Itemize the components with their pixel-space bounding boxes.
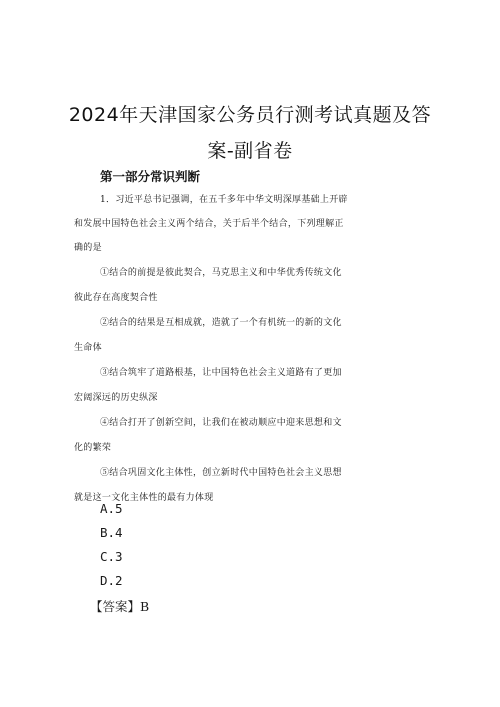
page-title-line-1: 2024年天津国家公务员行测考试真题及答 <box>68 104 432 126</box>
statement-1-line-2: 彼此存在高度契合性 <box>74 293 158 303</box>
page-title-line-2: 案-副省卷 <box>207 140 293 162</box>
option-d: D.2 <box>100 573 123 588</box>
statement-4-line-2: 化的繁荣 <box>74 443 112 453</box>
statement-2-line-2: 生命体 <box>74 343 102 353</box>
statement-5-line-1: ⑤结合巩固文化主体性，创立新时代中国特色社会主义思想 <box>100 468 342 478</box>
statement-5-line-2: 就是这一文化主体性的最有力体现 <box>74 493 214 503</box>
option-a: A.5 <box>100 501 123 516</box>
option-b: B.4 <box>100 525 123 540</box>
statement-3-line-1: ③结合筑牢了道路根基，让中国特色社会主义道路有了更加 <box>100 368 342 378</box>
statement-4-line-1: ④结合打开了创新空间，让我们在被动顺应中迎来思想和文 <box>100 418 342 428</box>
statement-3-line-2: 宏阔深远的历史纵深 <box>74 393 158 403</box>
section-heading: 第一部分常识判断 <box>100 169 201 184</box>
option-c: C.3 <box>100 549 123 564</box>
question-stem-line-2: 和发展中国特色社会主义两个结合，关于后半个结合，下列理解正 <box>74 219 344 229</box>
question-stem-line-3: 确的是 <box>74 243 102 253</box>
statement-1-line-1: ①结合的前提是彼此契合，马克思主义和中华优秀传统文化 <box>100 268 342 278</box>
answer-text: 【答案】B <box>90 599 150 614</box>
statement-2-line-1: ②结合的结果是互相成就，造就了一个有机统一的新的文化 <box>100 318 342 328</box>
question-stem-line-1: 1．习近平总书记强调，在五千多年中华文明深厚基础上开辟 <box>100 195 348 205</box>
